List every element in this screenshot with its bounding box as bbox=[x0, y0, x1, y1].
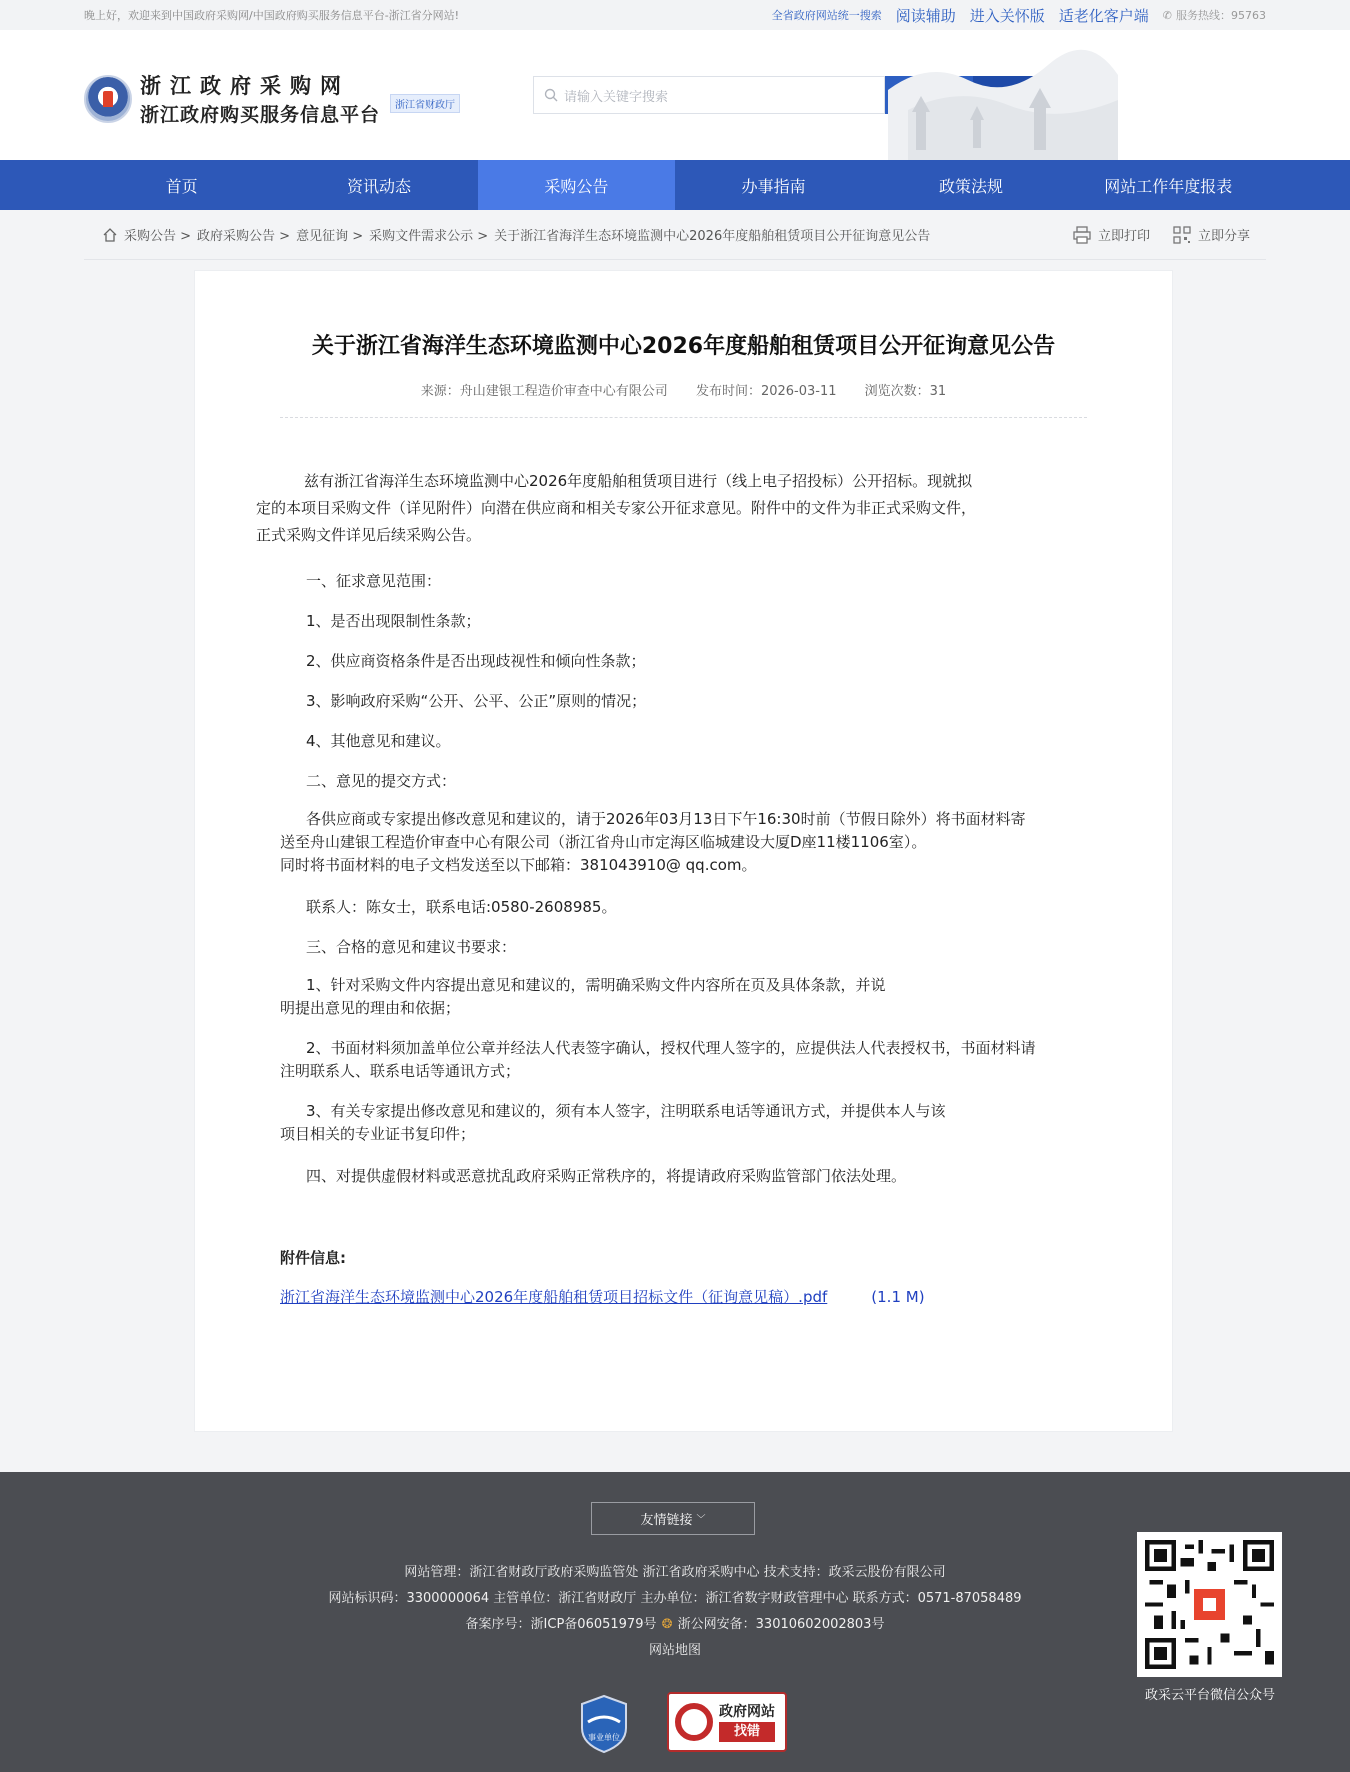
article-intro bbox=[256, 468, 1087, 549]
breadcrumb-requirements[interactable]: 采购文件需求公示 > bbox=[369, 229, 489, 244]
article-source: 来源：舟山建银工程造价审查中心有限公司 bbox=[420, 384, 668, 399]
contact-info: 联系人：陈女士，联系电话:0580-2608985。 bbox=[306, 898, 617, 916]
nav-annual-report[interactable]: 网站工作年度报表 bbox=[1104, 176, 1233, 196]
friend-links-dropdown[interactable] bbox=[591, 1502, 755, 1535]
site-footer bbox=[0, 1472, 1350, 1772]
section-1-item-1: 1、是否出现限制性条款； bbox=[306, 612, 481, 630]
error-report-title: 政府网站 bbox=[719, 1704, 775, 1720]
qr-caption: 政采云平台微信公众号 bbox=[1144, 1688, 1275, 1703]
error-report-sub: 找错 bbox=[719, 1722, 775, 1742]
sitemap-link[interactable]: 网站地图 bbox=[648, 1643, 701, 1658]
section-2-line-3: 同时将书面材料的电子文档发送至以下邮箱：381043910@ qq.com。 bbox=[280, 856, 757, 874]
nav-procurement-notices[interactable]: 采购公告 bbox=[478, 160, 675, 210]
greeting-text: 晚上好，欢迎来到中国政府采购网/中国政府购买服务信息平台-浙江省分网站! bbox=[84, 9, 460, 22]
site-header bbox=[0, 30, 1350, 160]
section-3-heading: 三、合格的意见和建议书要求： bbox=[306, 938, 517, 956]
error-report-text bbox=[719, 1702, 775, 1742]
attachment-link[interactable]: 浙江省海洋生态环境监测中心2026年度船舶租赁项目招标文件（征询意见稿）.pdf bbox=[280, 1288, 828, 1306]
section-3-item-2 bbox=[280, 1037, 1087, 1083]
site-logo[interactable] bbox=[84, 70, 460, 127]
police-emblem-icon: ❂ bbox=[661, 1617, 673, 1632]
phone-icon: ✆ bbox=[1162, 8, 1172, 22]
nav-guide[interactable]: 办事指南 bbox=[741, 176, 806, 196]
nav-home[interactable]: 首页 bbox=[165, 176, 198, 196]
pagoda-scenery-illustration bbox=[888, 30, 1118, 160]
breadcrumb-procurement[interactable]: 采购公告 > bbox=[124, 229, 192, 244]
article-body bbox=[195, 418, 1172, 1311]
intro-line-1: 兹有浙江省海洋生态环境监测中心2026年度船舶租赁项目进行（线上电子招投标）公开招标。现就拟 bbox=[304, 472, 973, 490]
intro-line-3: 正式采购文件详见后续采购公告。 bbox=[256, 526, 482, 544]
logo-text bbox=[140, 70, 380, 127]
gov-site-error-report-badge[interactable] bbox=[667, 1692, 787, 1752]
intro-line-2: 定的本项目采购文件（详见附件）向潜在供应商和相关专家公开征求意见。附件中的文件为非正式采购文件， bbox=[256, 499, 977, 517]
section-2-paragraph bbox=[280, 808, 1087, 877]
print-label: 立即打印 bbox=[1097, 229, 1150, 244]
top-bar bbox=[0, 0, 1350, 30]
breadcrumb-consultation[interactable]: 意见征询 > bbox=[296, 229, 364, 244]
breadcrumb-current: 关于浙江省海洋生态环境监测中心2026年度船舶租赁项目公开征询意见公告 bbox=[494, 229, 931, 244]
printer-icon bbox=[1072, 225, 1092, 245]
nav-news[interactable]: 资讯动态 bbox=[346, 176, 411, 196]
attachment-size: (1.1 M) bbox=[871, 1288, 925, 1306]
icp-link[interactable]: 备案序号：浙ICP备06051979号 bbox=[465, 1617, 657, 1632]
hotline-text: 服务热线：95763 bbox=[1176, 9, 1266, 22]
finance-dept-badge: 浙江省财政厅 bbox=[390, 94, 460, 113]
page-tools bbox=[1072, 225, 1250, 245]
home-icon[interactable] bbox=[102, 227, 118, 243]
article-card bbox=[194, 270, 1173, 1432]
section-2-heading: 二、意见的提交方式： bbox=[306, 772, 457, 790]
footer-management: 网站管理：浙江省财政厅政府采购监管处 浙江省政府采购中心 技术支持：政采云股份有限公司 bbox=[404, 1565, 946, 1580]
attachment-heading: 附件信息: bbox=[280, 1249, 346, 1267]
article-meta bbox=[195, 380, 1172, 399]
footer-site-id: 网站标识码：3300000064 主管单位：浙江省财政厅 主办单位：浙江省数字财政管理中心 联系方式：0571-87058489 bbox=[328, 1591, 1022, 1606]
section-3-item-1-line-2: 明提出意见的理由和依据； bbox=[280, 999, 461, 1017]
section-2-line-1: 各供应商或专家提出修改意见和建议的，请于2026年03月13日下午16:30时前（节假日除外）将书面材料寄 bbox=[306, 810, 1026, 828]
logo-emblem-icon bbox=[84, 75, 132, 123]
section-3-item-1-line-1: 1、针对采购文件内容提出意见和建议的，需明确采购文件内容所在页及具体条款，并说 bbox=[306, 976, 886, 994]
section-3-item-3-line-2: 项目相关的专业证书复印件； bbox=[280, 1125, 476, 1143]
section-3-item-1 bbox=[280, 974, 1087, 1020]
section-1-item-4: 4、其他意见和建议。 bbox=[306, 732, 451, 750]
article-title: 关于浙江省海洋生态环境监测中心2026年度船舶租赁项目公开征询意见公告 bbox=[311, 334, 1056, 359]
public-institution-label: 事业单位 bbox=[588, 1733, 620, 1742]
print-button[interactable] bbox=[1072, 225, 1150, 245]
chevron-down-icon: ﹀ bbox=[696, 1515, 706, 1525]
share-label: 立即分享 bbox=[1197, 229, 1250, 244]
section-3-item-2-line-1: 2、书面材料须加盖单位公章并经法人代表签字确认，授权代理人签字的，应提供法人代表授权书，书面材料请 bbox=[306, 1039, 1036, 1057]
search-placeholder: 请输入关键字搜索 bbox=[564, 89, 669, 105]
wechat-qr-code bbox=[1137, 1532, 1282, 1677]
share-button[interactable] bbox=[1172, 225, 1250, 245]
main-nav bbox=[0, 160, 1350, 210]
breadcrumb-gov-procurement[interactable]: 政府采购公告 > bbox=[197, 229, 291, 244]
search-icon bbox=[544, 88, 558, 102]
attachment-row bbox=[280, 1284, 1087, 1311]
site-title-1: 浙江政府采购网 bbox=[140, 74, 350, 98]
magnifier-icon bbox=[675, 1703, 713, 1741]
section-3-item-3-line-1: 3、有关专家提出修改意见和建议的，须有本人签字，注明联系电话等通讯方式，并提供本人与该 bbox=[306, 1102, 946, 1120]
friend-links-label: 友情链接 bbox=[640, 1513, 693, 1528]
qr-share-icon bbox=[1172, 225, 1192, 245]
top-links bbox=[772, 5, 1266, 26]
qr-code-icon bbox=[1145, 1540, 1274, 1669]
article-views: 浏览次数：31 bbox=[864, 384, 947, 399]
site-title-2: 浙江政府购买服务信息平台 bbox=[140, 104, 381, 126]
section-4: 四、对提供虚假材料或恶意扰乱政府采购正常秩序的，将提请政府采购监管部门依法处理。 bbox=[306, 1167, 907, 1185]
section-3-item-2-line-2: 注明联系人、联系电话等通讯方式； bbox=[280, 1062, 521, 1080]
section-3-item-3 bbox=[280, 1100, 1087, 1146]
public-institution-badge[interactable] bbox=[578, 1694, 630, 1754]
police-filing-link[interactable]: 浙公网安备：33010602002803号 bbox=[677, 1617, 885, 1632]
elderly-client-link[interactable]: 适老化客户端 bbox=[1058, 6, 1149, 25]
breadcrumb bbox=[84, 210, 1266, 260]
care-mode-link[interactable]: 进入关怀版 bbox=[969, 6, 1045, 25]
hotline bbox=[1163, 7, 1266, 23]
province-search-link[interactable]: 全省政府网站统一搜索 bbox=[771, 9, 882, 22]
search-input[interactable] bbox=[533, 76, 885, 114]
section-1-item-3: 3、影响政府采购“公开、公平、公正”原则的情况； bbox=[306, 692, 647, 710]
section-1-item-2: 2、供应商资格条件是否出现歧视性和倾向性条款； bbox=[306, 652, 646, 670]
reading-aid-link[interactable]: 阅读辅助 bbox=[895, 6, 956, 25]
breadcrumb-path bbox=[102, 225, 930, 244]
nav-policy[interactable]: 政策法规 bbox=[938, 176, 1003, 196]
article-date: 发布时间：2026-03-11 bbox=[695, 384, 837, 399]
section-1-heading: 一、征求意见范围： bbox=[306, 572, 442, 590]
section-2-line-2: 送至舟山建银工程造价审查中心有限公司（浙江省舟山市定海区临城建设大厦D座11楼1106室）。 bbox=[280, 833, 927, 851]
